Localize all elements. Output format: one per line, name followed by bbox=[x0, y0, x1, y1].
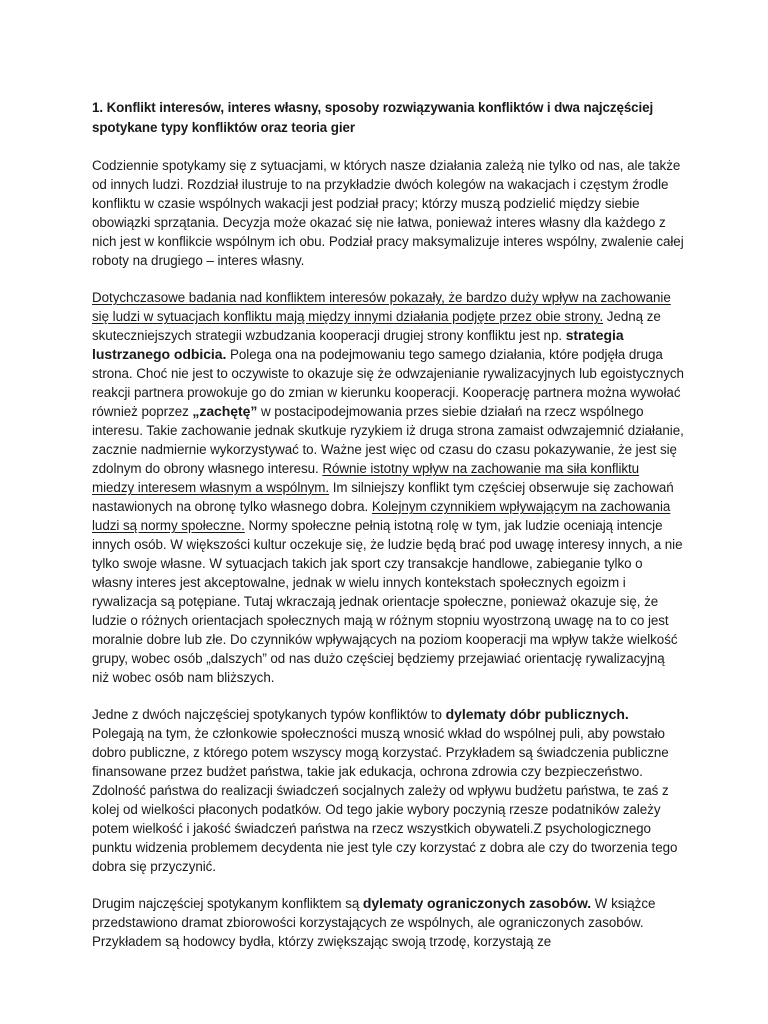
paragraph-text: Normy społeczne pełnią istotną rolę w tym, jak ludzie oceniają intencje innych osób. W większości kultur oczekuje się, że ludzie będą brać pod uwagę interesy innych, a nie tylko swoje własne. W sytuacjach takich jak sport czy transakcje handlowe, zabieganie tylko o własny interes jest akceptowalne, jednak w wielu innych kontekstach społecznych egoizm i rywalizacja są potępiane. Tutaj wkraczają jednak orientacje społeczne, ponieważ okazuje się, że ludzie o różnych orientacjach społecznych mają w różnym stopniu wyostrzoną uwagę na to co jest moralnie dobre lub złe. Do czynników wpływających na poziom kooperacji ma wpływ także wielkość grupy, wobec osób „dalszych” od nas dużo częściej będziemy przejawiać orientację rywalizacyjną niż wobec osób nam bliższych. bbox=[92, 518, 683, 685]
paragraph-intro: Codziennie spotykamy się z sytuacjami, w których nasze działania zależą nie tylko od nas, ale także od innych ludzi. Rozdział ilustruje to na przykładzie dwóch kolegów na wakacjach i częstym źrodle konfliktu w czasie wspólnych wakacji jest podział pracy; którzy muszą podzielić między siebie obowiązki sprzątania. Decyzja może okazać się nie łatwa, ponieważ interes własny dla każdego z nich jest w konflikcie wspólnym ich obu. Podział pracy maksymalizuje interes wspólny, zwalenie całej roboty na drugiego – interes własny. bbox=[92, 158, 684, 268]
paragraph-text: Im silniejszy konflikt tym częściej obserwuje się zachowań nastawionych na obronę tylko własnego dobra. bbox=[92, 480, 674, 514]
underlined-sentence: Równie istotny wpływ na zachowanie ma siła konfliktu miedzy interesem własnym a wspólnym. bbox=[92, 461, 640, 495]
paragraph-text: w postacipodejmowania przes siebie działań na rzecz wspólnego interesu. Takie zachowanie jednak skutkuje ryzykiem iż druga strona zamaist odwzajemnić działanie, zacznie nadmiernie wykorzystywać to. Ważne jest więc od czasu do czasu pokazywanie, że jest się zdolnym do obrony własnego interesu. bbox=[92, 404, 684, 476]
bold-term: „zachętę” bbox=[192, 403, 258, 419]
paragraph-conflict-research bbox=[92, 288, 684, 687]
paragraph-text: W książce przedstawiono dramat zbiorowości korzystających ze wspólnych, ale ograniczonych zasobów. Przykładem są hodowcy bydła, którzy zwiększając swoją trzodę, korzystają ze bbox=[92, 896, 656, 949]
bold-term: dylematy dóbr publicznych. bbox=[445, 706, 629, 722]
paragraph-text: Polega ona na podejmowaniu tego samego działania, które podjęła druga strona. Choć nie jest to oczywiste to okazuje się że odwzajenianie rywalizacyjnych lub egoistycznych reakcji partnera prowokuje go do zmian w kierunku kooperacji. Kooperację partnera można wywołać również poprzez bbox=[92, 347, 684, 419]
paragraph-text: Drugim najczęściej spotykanym konfliktem są bbox=[92, 896, 363, 911]
underlined-sentence: Dotychczasowe badania nad konfliktem interesów pokazały, że bardzo duży wpływ na zachowanie się ludzi w sytuacjach konfliktu mają między innymi działania podjęte przez obie strony. bbox=[92, 290, 671, 324]
paragraph-text: Jedne z dwóch najczęściej spotykanych typów konfliktów to bbox=[92, 707, 446, 722]
paragraph-public-goods bbox=[92, 705, 684, 876]
paragraph-text: Polegają na tym, że członkowie społeczności muszą wnosić wkład do wspólnej puli, aby powstało dobro publiczne, z którego potem wszyscy mogą korzystać. Przykładem są świadczenia publiczne finansowane przez budżet państwa, takie jak edukacja, ochrona zdrowia czy bezpieczeństwo. Zdolność państwa do realizacji świadczeń socjalnych zależy od wpływu budżetu państwa, te zaś z kolej od wielkości płaconych podatków. Od tego jakie wybory poczynią rzesze podatników zależy potem wielkość i jakość świadczeń państwa na rzecz wszystkich obywateli.Z psychologicznego punktu widzenia problemem decydenta nie jest tyle czy korzystać z dobra ale czy do tworzenia tego dobra się przyczynić. bbox=[92, 726, 678, 874]
paragraph-limited-resources bbox=[92, 894, 684, 951]
underlined-sentence: Kolejnym czynnikiem wpływającym na zachowania ludzi są normy społeczne. bbox=[92, 499, 671, 533]
paragraph-text: Jedną ze skuteczniejszych strategii wzbudzania kooperacji drugiej strony konfliktu jest np. bbox=[92, 309, 661, 343]
bold-term: dylematy ograniczonych zasobów. bbox=[362, 895, 592, 911]
document-title: 1. Konflikt interesów, interes własny, sposoby rozwiązywania konfliktów i dwa najczęściej spotykane typy konfliktów oraz teoria gier bbox=[92, 100, 654, 135]
bold-term: strategia lustrzanego odbicia. bbox=[92, 327, 624, 362]
